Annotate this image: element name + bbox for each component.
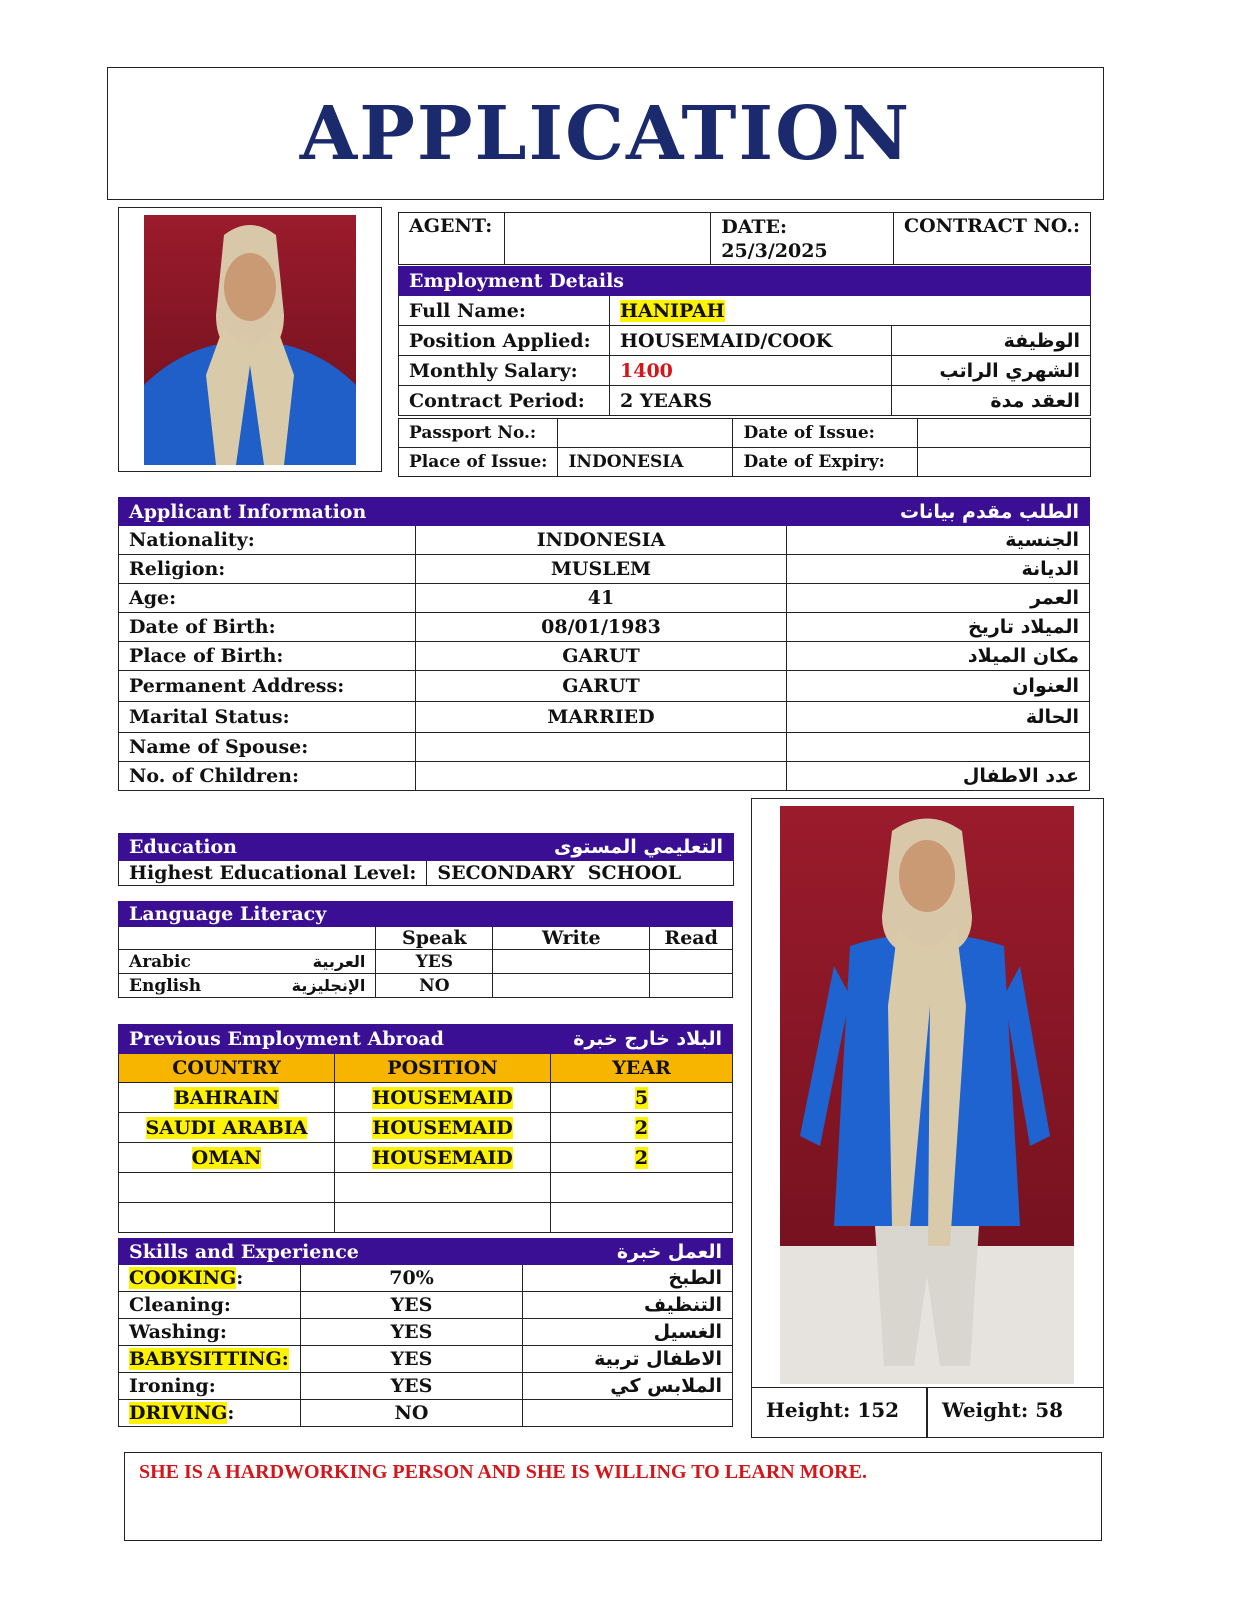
applicant-arabic: الحالة (787, 702, 1090, 733)
applicant-row (119, 762, 1090, 791)
full-name-value: HANIPAH (620, 299, 725, 322)
skill-label-cell (119, 1346, 301, 1373)
year-value: 2 (634, 1146, 649, 1169)
language-write (493, 950, 650, 974)
passport-no-label: Passport No.: (399, 419, 558, 448)
table-row (119, 1143, 733, 1173)
col-speak: Speak (376, 927, 493, 950)
contract-period-label: Contract Period: (399, 386, 610, 416)
body-measurements (752, 1387, 1103, 1437)
skill-row (119, 1346, 733, 1373)
skill-value: YES (301, 1292, 523, 1319)
full-name-label: Full Name: (399, 296, 610, 326)
applicant-arabic (787, 733, 1090, 762)
skill-value: NO (301, 1400, 523, 1427)
skill-row (119, 1319, 733, 1346)
date-of-issue-label: Date of Issue: (733, 419, 918, 448)
year-value: 5 (634, 1086, 649, 1109)
table-row (119, 1113, 733, 1143)
page-title: APPLICATION (299, 91, 912, 177)
passport-table (398, 418, 1091, 477)
applicant-value: GARUT (416, 671, 787, 702)
date-of-expiry-value (918, 448, 1091, 477)
employment-details-table (398, 266, 1091, 416)
applicant-label: Name of Spouse: (119, 733, 416, 762)
salary-label: Monthly Salary: (399, 356, 610, 386)
year-cell (551, 1083, 733, 1113)
skill-row (119, 1400, 733, 1427)
applicant-info-table (118, 497, 1090, 791)
skill-label: BABYSITTING: (129, 1348, 289, 1370)
person-full-body-icon (780, 806, 1074, 1384)
skill-row (119, 1265, 733, 1292)
applicant-value: INDONESIA (416, 526, 787, 555)
skill-arabic: الغسيل (523, 1319, 733, 1346)
skill-label-cell (119, 1373, 301, 1400)
empty-cell (119, 1203, 335, 1233)
country-cell (119, 1143, 335, 1173)
salary-value: 1400 (610, 356, 892, 386)
person-portrait-icon (144, 215, 356, 465)
position-cell (335, 1113, 551, 1143)
language-table (118, 901, 733, 998)
date-cell (711, 213, 894, 265)
language-write (493, 974, 650, 998)
empty-cell (551, 1203, 733, 1233)
full-body-photo (780, 806, 1074, 1384)
height-value: Height: 152 (766, 1398, 900, 1422)
skill-label-suffix: : (227, 1402, 235, 1424)
applicant-row (119, 584, 1090, 613)
skill-label: COOKING (129, 1267, 237, 1289)
applicant-row (119, 671, 1090, 702)
skill-value: 70% (301, 1265, 523, 1292)
full-body-photo-frame (751, 798, 1104, 1438)
applicant-arabic: الديانة (787, 555, 1090, 584)
applicant-arabic: عدد الاطفال (787, 762, 1090, 791)
remarks-box (124, 1452, 1102, 1541)
applicant-row (119, 702, 1090, 733)
skill-value: YES (301, 1346, 523, 1373)
language-name-arabic: الإنجليزية (246, 974, 376, 998)
country-value: OMAN (191, 1146, 262, 1169)
language-name: Arabic (119, 950, 247, 974)
contract-period-value: 2 YEARS (610, 386, 892, 416)
skills-header-arabic: العمل خبرة (523, 1239, 733, 1265)
col-write: Write (493, 927, 650, 950)
skills-header: Skills and Experience (119, 1239, 523, 1265)
applicant-label: Marital Status: (119, 702, 416, 733)
skill-label-cell (119, 1319, 301, 1346)
applicant-value: 08/01/1983 (416, 613, 787, 642)
agent-label: AGENT: (399, 213, 505, 265)
skill-label-cell (119, 1265, 301, 1292)
skill-arabic: التنظيف (523, 1292, 733, 1319)
weight-value: Weight: 58 (942, 1398, 1064, 1422)
applicant-arabic: الجنسية (787, 526, 1090, 555)
table-row (119, 1083, 733, 1113)
salary-arabic: الشهري الراتب (892, 356, 1091, 386)
previous-employment-table (118, 1024, 733, 1233)
position-cell (335, 1143, 551, 1173)
portrait-photo (144, 215, 356, 465)
education-level-label: Highest Educational Level: (119, 861, 427, 886)
applicant-row (119, 555, 1090, 584)
year-value: 2 (634, 1116, 649, 1139)
applicant-info-header-arabic: الطلب مقدم بيانات (787, 498, 1090, 526)
empty-cell (119, 1173, 335, 1203)
education-level-value: SECONDARY SCHOOL (427, 861, 734, 886)
applicant-arabic: الميلاد تاريخ (787, 613, 1090, 642)
measurement-divider (926, 1388, 928, 1438)
applicant-label: Nationality: (119, 526, 416, 555)
passport-no-value (558, 419, 733, 448)
skill-row (119, 1373, 733, 1400)
agent-date-table (398, 212, 1091, 265)
skill-arabic: الطبخ (523, 1265, 733, 1292)
applicant-value: GARUT (416, 642, 787, 671)
position-arabic: الوظيفة (892, 326, 1091, 356)
contract-period-arabic: العقد مدة (892, 386, 1091, 416)
language-speak: YES (376, 950, 493, 974)
col-country: COUNTRY (119, 1054, 335, 1083)
language-speak: NO (376, 974, 493, 998)
skill-arabic: الاطفال تربية (523, 1346, 733, 1373)
applicant-arabic: مكان الميلاد (787, 642, 1090, 671)
applicant-label: Date of Birth: (119, 613, 416, 642)
applicant-label: Permanent Address: (119, 671, 416, 702)
skill-row (119, 1292, 733, 1319)
skill-label: Cleaning: (129, 1294, 231, 1316)
skill-arabic: الملابس كي (523, 1373, 733, 1400)
date-of-issue-value (918, 419, 1091, 448)
table-row (119, 1173, 733, 1203)
position-value: HOUSEMAID (372, 1146, 513, 1169)
col-read: Read (650, 927, 733, 950)
previous-employment-header: Previous Employment Abroad (119, 1025, 551, 1054)
date-of-expiry-label: Date of Expiry: (733, 448, 918, 477)
skill-label-cell (119, 1292, 301, 1319)
applicant-row (119, 613, 1090, 642)
skill-label-cell (119, 1400, 301, 1427)
agent-value (504, 213, 710, 265)
applicant-row (119, 733, 1090, 762)
applicant-label: Religion: (119, 555, 416, 584)
applicant-row (119, 642, 1090, 671)
applicant-label: Age: (119, 584, 416, 613)
portrait-photo-frame (118, 207, 382, 472)
title-box (107, 67, 1104, 200)
language-name: English (119, 974, 247, 998)
position-value: HOUSEMAID/COOK (610, 326, 892, 356)
skill-label: DRIVING (129, 1402, 228, 1424)
position-value: HOUSEMAID (372, 1086, 513, 1109)
place-of-issue-label: Place of Issue: (399, 448, 558, 477)
language-read (650, 974, 733, 998)
skill-label: Washing: (129, 1321, 227, 1343)
language-name-arabic: العربية (246, 950, 376, 974)
skill-value: YES (301, 1373, 523, 1400)
position-cell (335, 1083, 551, 1113)
position-value: HOUSEMAID (372, 1116, 513, 1139)
applicant-arabic: العمر (787, 584, 1090, 613)
empty-cell (551, 1173, 733, 1203)
place-of-issue-value: INDONESIA (558, 448, 733, 477)
previous-employment-header-arabic: البلاد خارج خبرة (551, 1025, 733, 1054)
language-row-english (119, 974, 733, 998)
applicant-value: MUSLEM (416, 555, 787, 584)
col-year: YEAR (551, 1054, 733, 1083)
table-row (119, 1203, 733, 1233)
skills-table (118, 1238, 733, 1427)
date-value: 25/3/2025 (721, 240, 828, 262)
applicant-value: 41 (416, 584, 787, 613)
country-cell (119, 1113, 335, 1143)
language-header: Language Literacy (119, 902, 733, 927)
applicant-value (416, 762, 787, 791)
empty-cell (335, 1173, 551, 1203)
contract-no-label: CONTRACT NO.: (893, 213, 1090, 265)
language-read (650, 950, 733, 974)
year-cell (551, 1113, 733, 1143)
language-blank-header (119, 927, 376, 950)
education-table (118, 833, 734, 886)
applicant-info-header: Applicant Information (119, 498, 787, 526)
language-row-arabic (119, 950, 733, 974)
date-label: DATE: (721, 216, 788, 238)
applicant-value: MARRIED (416, 702, 787, 733)
skill-value: YES (301, 1319, 523, 1346)
applicant-row (119, 526, 1090, 555)
position-label: Position Applied: (399, 326, 610, 356)
skill-label: Ironing: (129, 1375, 216, 1397)
applicant-arabic: العنوان (787, 671, 1090, 702)
col-position: POSITION (335, 1054, 551, 1083)
applicant-label: Place of Birth: (119, 642, 416, 671)
country-cell (119, 1083, 335, 1113)
applicant-label: No. of Children: (119, 762, 416, 791)
education-header-arabic: التعليمي المستوى (427, 834, 734, 861)
applicant-value (416, 733, 787, 762)
skill-label-suffix: : (236, 1267, 244, 1289)
education-header: Education (119, 834, 427, 861)
skill-arabic (523, 1400, 733, 1427)
full-name-cell (610, 296, 1091, 326)
country-value: SAUDI ARABIA (145, 1116, 308, 1139)
remarks-text: SHE IS A HARDWORKING PERSON AND SHE IS WILLING TO LEARN MORE. (139, 1461, 867, 1483)
country-value: BAHRAIN (173, 1086, 280, 1109)
employment-details-header: Employment Details (399, 267, 1091, 296)
empty-cell (335, 1203, 551, 1233)
year-cell (551, 1143, 733, 1173)
